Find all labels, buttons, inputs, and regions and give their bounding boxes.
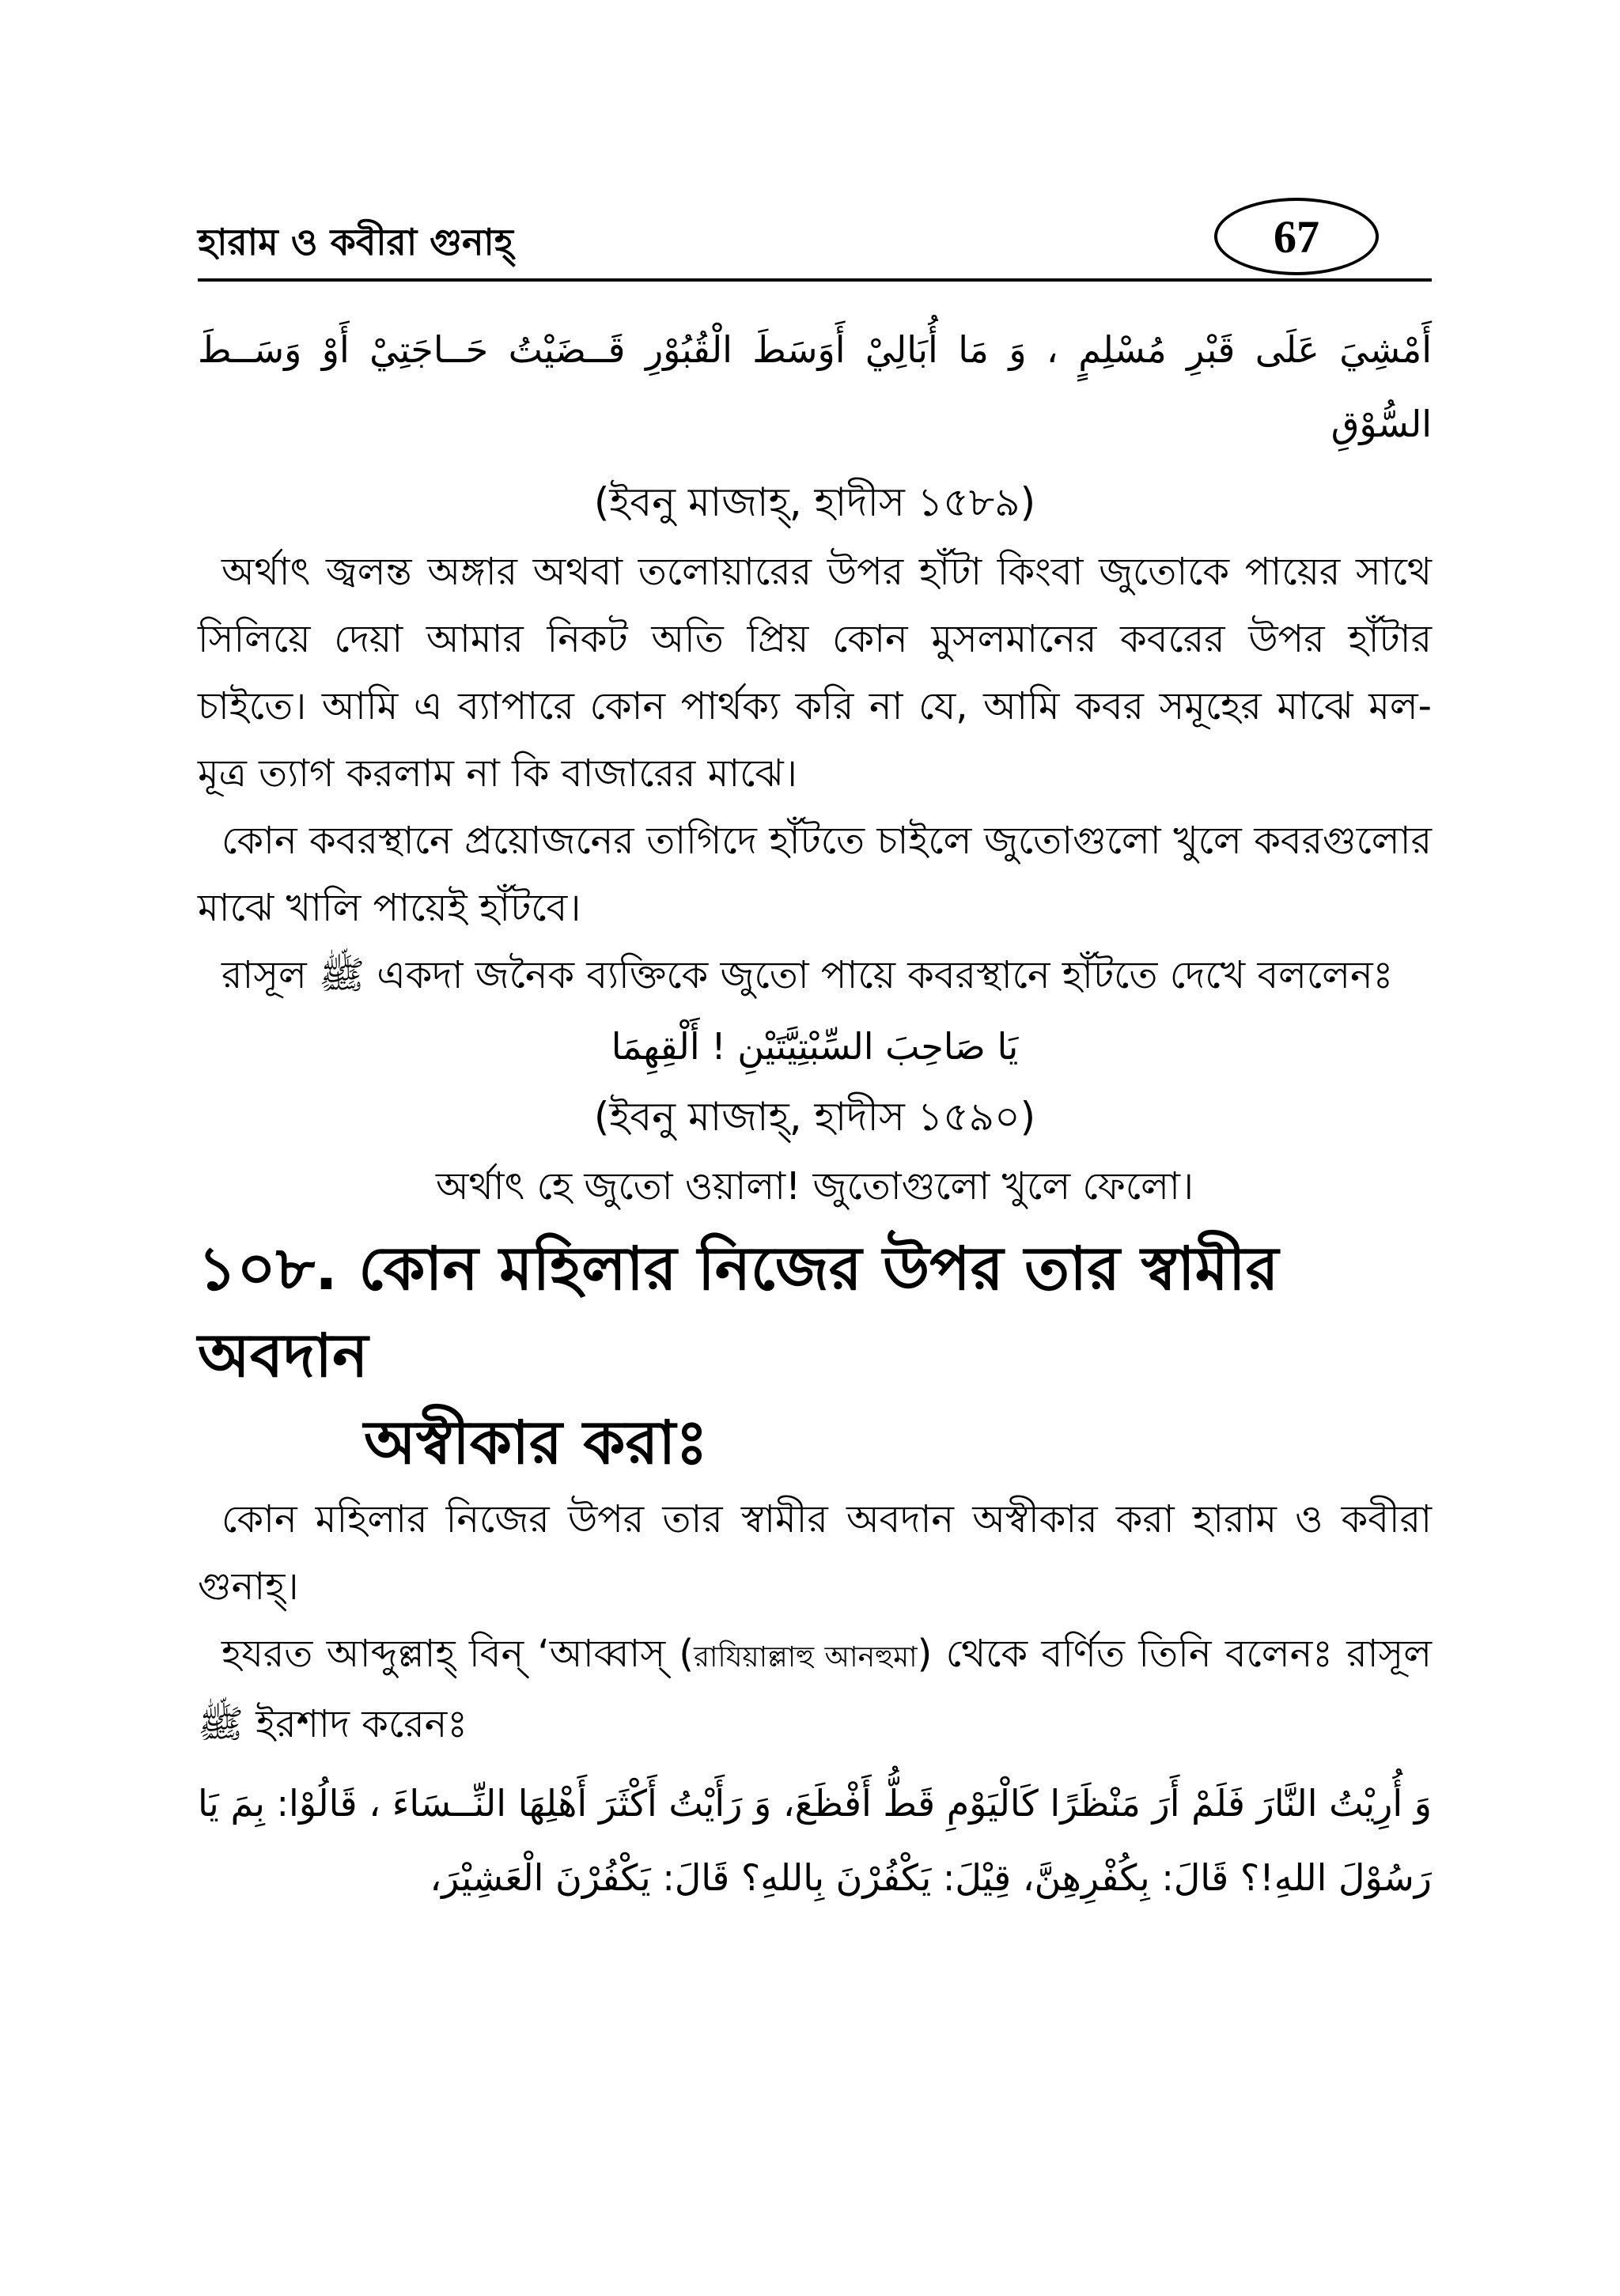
hadith-reference-1: (ইবনু মাজাহ্‌, হাদীস ১৫৮৯) [593, 479, 1036, 525]
paragraph-6-end: ) থেকে বর্ণিত তিনি বলেনঃ রাসূল ﷺ ইরশাদ করেনঃ [198, 1632, 1433, 1746]
paragraph-2: কোন কবরস্থানে প্রয়োজনের তাগিদে হাঁটতে চাইলে জুতোগুলো খুলে কবরগুলোর মাঝে খালি পায়েই হাঁটবে। [198, 819, 1432, 930]
header-rule [198, 278, 1432, 282]
arabic-hadith-text-3: وَ أُرِيْتُ النَّارَ فَلَمْ أَرَ مَنْظَرًا كَالْيَوْمِ قَطُّ أَفْظَعَ، وَ رَأَيْتُ أَكْثَرَ أَهْلِهَا النِّــسَاءَ ، قَالُوْا: بِمَ يَا رَسُوْلَ اللهِ!؟ قَالَ: بِكُفْرِهِنَّ، قِيْلَ: يَكْفُرْنَ بِاللهِ؟ قَالَ: يَكْفُرْنَ الْعَشِيْرَ، [198, 1782, 1432, 1899]
translation-paragraph-1: অর্থাৎ জ্বলন্ত অঙ্গার অথবা তলোয়ারের উপর হাঁটা কিংবা জুতোকে পায়ের সাথে সিলিয়ে দেয়া আমার নিকট অতি প্রিয় কোন মুসলমানের কবরের উপর হাঁটার চাইতে। আমি এ ব্যাপারে কোন পার্থক্য করি না যে, আমি কবর সমূহের মাঝে মল-মূত্র ত্যাগ করলাম না কি বাজারের মাঝে। [198, 550, 1432, 796]
section-title-line-2: অস্বীকার করাঃ [364, 1407, 708, 1477]
page-body [198, 312, 1432, 1915]
arabic-hadith-text-2: يَا صَاحِبَ السِّبْتِيَّتَيْنِ ! أَلْقِهِمَا [611, 1025, 1019, 1068]
section-heading [198, 1225, 1432, 1486]
paragraph-3: রাসূল ﷺ একদা জনৈক ব্যক্তিকে জুতো পায়ে কবরস্থানে হাঁটতে দেখে বললেনঃ [221, 953, 1394, 997]
page-number-badge [1214, 198, 1379, 275]
page-header [198, 198, 1432, 285]
paragraph-5: কোন মহিলার নিজের উপর তার স্বামীর অবদান অস্বীকার করা হারাম ও কবীরা গুনাহ্‌। [198, 1497, 1432, 1609]
paragraph-6 [198, 1621, 1432, 1758]
hadith-reference-2: (ইবনু মাজাহ্‌, হাদীস ১৫৯০) [593, 1094, 1036, 1140]
honorific-text: রাযিয়াল্লাহু আনহুমা [694, 1641, 918, 1674]
section-title-line-1: কোন মহিলার নিজের উপর তার স্বামীর অবদান [198, 1233, 1279, 1390]
section-number: ১০৮. [198, 1233, 338, 1303]
paragraph-6-start: হযরত আব্দুল্লাহ্‌ বিন্‌ ‘আব্বাস্‌ ( [221, 1632, 695, 1676]
running-title: হারাম ও কবীরা গুনাহ্ [198, 221, 513, 263]
arabic-hadith-text-1: أَمْشِيَ عَلَى قَبْرِ مُسْلِمٍ ، وَ مَا أُبَالِيْ أَوَسَطَ الْقُبُوْرِ قَــضَيْتُ حَــاجَتِيْ أَوْ وَسَــطَ السُّوْقِ [198, 328, 1432, 445]
page-number: 67 [1274, 210, 1319, 263]
translation-paragraph-2: অর্থাৎ হে জুতো ওয়ালা! জুতোগুলো খুলে ফেলো। [435, 1164, 1194, 1209]
